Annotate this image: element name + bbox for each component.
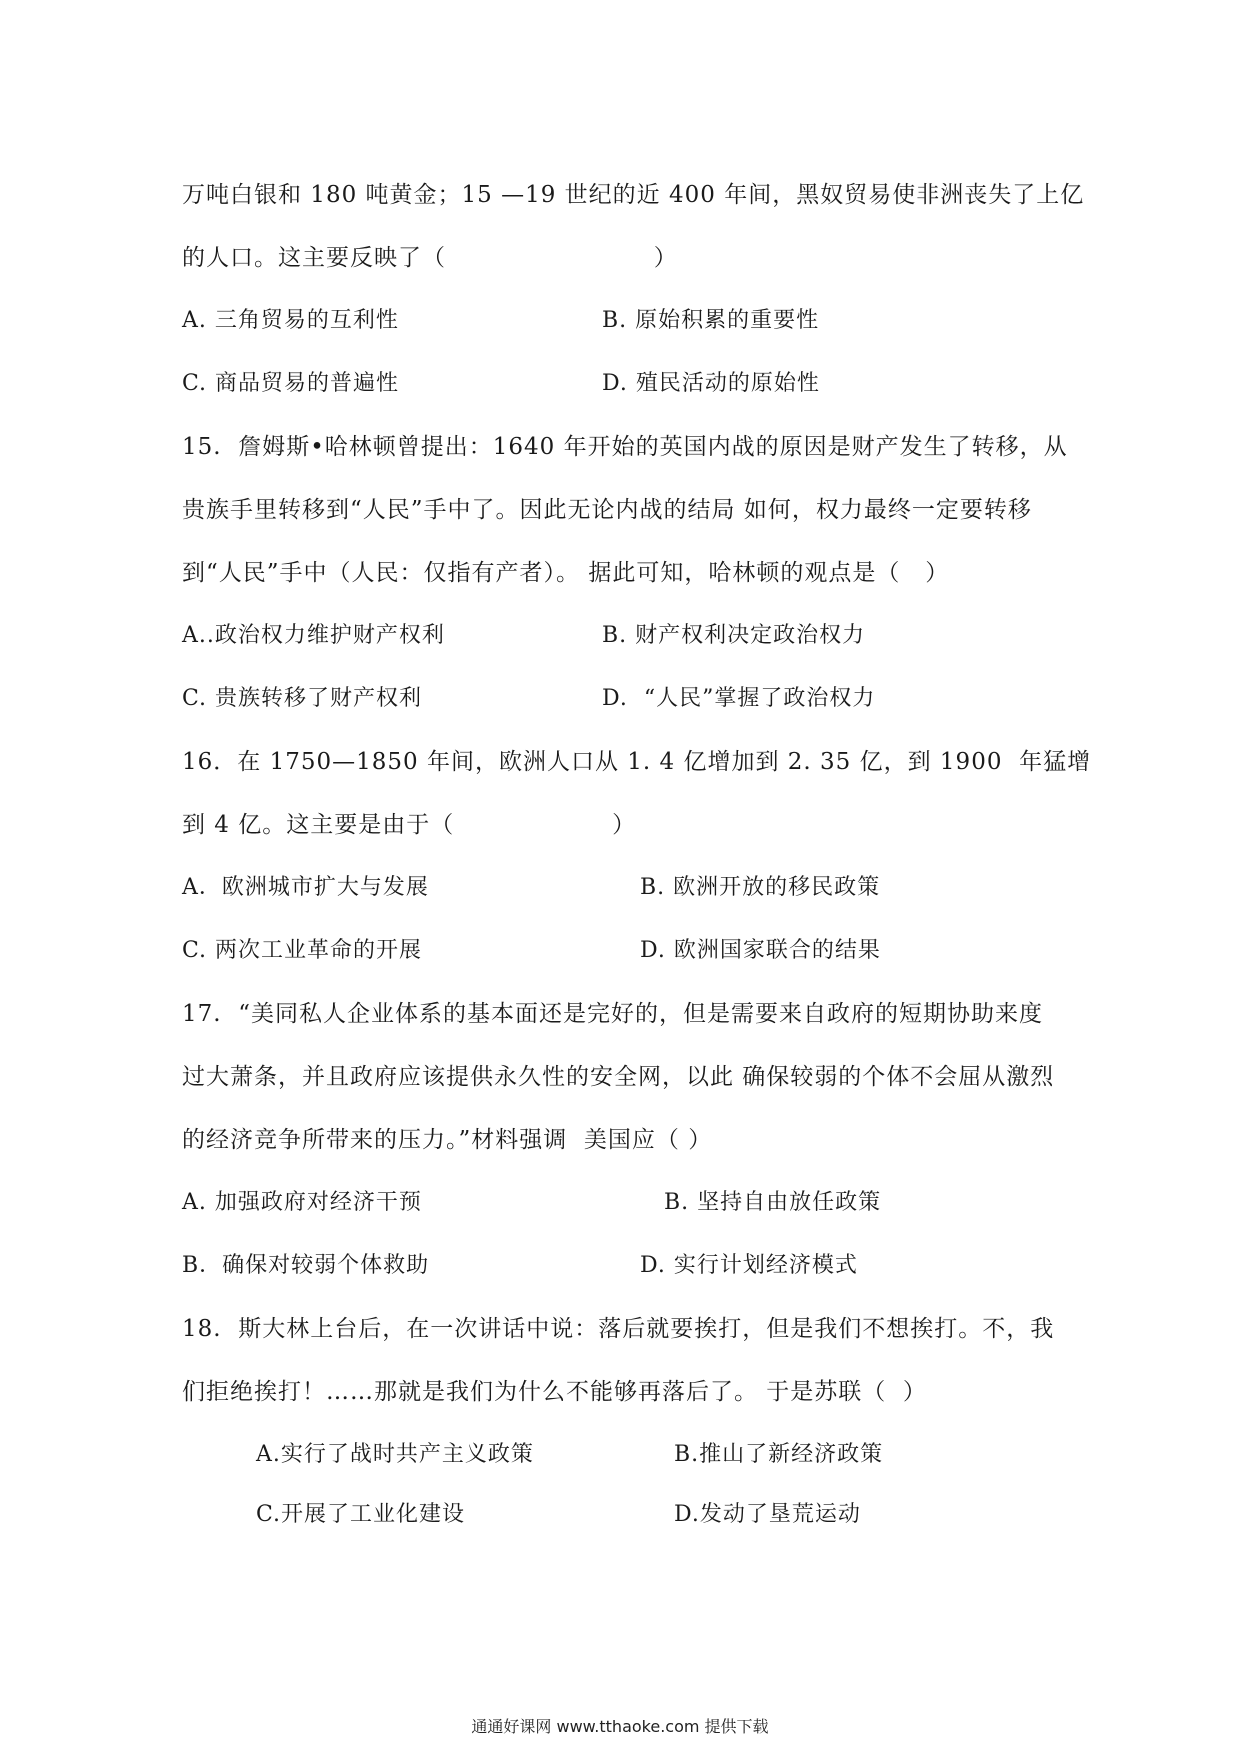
q16-stem-line-2: 到 4 亿。这主要是由于（ ） xyxy=(182,812,637,838)
q15-stem-line-2: 贵族手里转移到“人民”手中了。因此无论内战的结局 如何，权力最终一定要转移 xyxy=(182,497,1032,523)
q18-option-a: A.实行了战时共产主义政策 xyxy=(256,1442,534,1467)
q14-option-a: A. 三角贸易的互利性 xyxy=(182,308,399,333)
q16-option-d: D. 欧洲国家联合的结果 xyxy=(640,938,881,963)
q18-option-d: D.发动了垦荒运动 xyxy=(674,1502,861,1527)
page-footer: 通通好课网 www.tthaoke.com 提供下载 xyxy=(471,1717,769,1736)
q15-option-a: A..政治权力维护财产权利 xyxy=(182,623,445,648)
q15-stem-line-3: 到“人民”手中（人民：仅指有产者）。 据此可知，哈林顿的观点是（ ） xyxy=(182,560,950,586)
q17-option-a: A. 加强政府对经济干预 xyxy=(182,1190,422,1215)
q18-option-b: B.推山了新经济政策 xyxy=(674,1442,884,1467)
q17-stem-line-1: 17. “美同私人企业体系的基本面还是完好的，但是需要来自政府的短期协助来度 xyxy=(182,1001,1043,1027)
q18-stem-line-2: 们拒绝挨打！……那就是我们为什么不能够再落后了。 于是苏联（ ） xyxy=(182,1379,927,1405)
q14-stem-line-1: 万吨白银和 180 吨黄金；15 —19 世纪的近 400 年间，黑奴贸易使非洲丧失了上亿 xyxy=(182,182,1085,208)
q17-option-c: B．确保对较弱个体救助 xyxy=(182,1253,430,1278)
q14-stem-line-2: 的人口。这主要反映了（ ） xyxy=(182,245,678,271)
q17-option-d: D. 实行计划经济模式 xyxy=(640,1253,858,1278)
q16-stem-line-1: 16．在 1750—1850 年间，欧洲人口从 1. 4 亿增加到 2. 35 亿，到 1900 年猛增 xyxy=(182,749,1092,775)
q16-option-a: A．欧洲城市扩大与发展 xyxy=(182,875,429,900)
q14-option-c: C. 商品贸易的普遍性 xyxy=(182,371,400,396)
q17-option-b: B. 坚持自由放任政策 xyxy=(664,1190,882,1215)
q15-option-b: B. 财产权利决定政治权力 xyxy=(602,623,866,648)
q15-stem-line-1: 15. 詹姆斯•哈林顿曾提出：1640 年开始的英国内战的原因是财产发生了转移，从 xyxy=(182,434,1068,460)
q15-option-d: D. “人民”掌握了政治权力 xyxy=(602,686,876,711)
q18-stem-line-1: 18. 斯大林上台后，在一次讲话中说：落后就要挨打，但是我们不想挨打。不，我 xyxy=(182,1316,1055,1342)
q16-option-b: B. 欧洲开放的移民政策 xyxy=(640,875,881,900)
q16-option-c: C. 两次工业革命的开展 xyxy=(182,938,423,963)
q18-option-c: C.开展了工业化建设 xyxy=(256,1502,466,1527)
q14-option-d: D. 殖民活动的原始性 xyxy=(602,371,820,396)
q15-option-c: C. 贵族转移了财产权利 xyxy=(182,686,423,711)
q17-stem-line-3: 的经济竞争所带来的压力。”材料强调 美国应（ ） xyxy=(182,1127,713,1153)
q14-option-b: B. 原始积累的重要性 xyxy=(602,308,820,333)
q17-stem-line-2: 过大萧条，并且政府应该提供永久性的安全网，以此 确保较弱的个体不会屈从激烈 xyxy=(182,1064,1055,1090)
